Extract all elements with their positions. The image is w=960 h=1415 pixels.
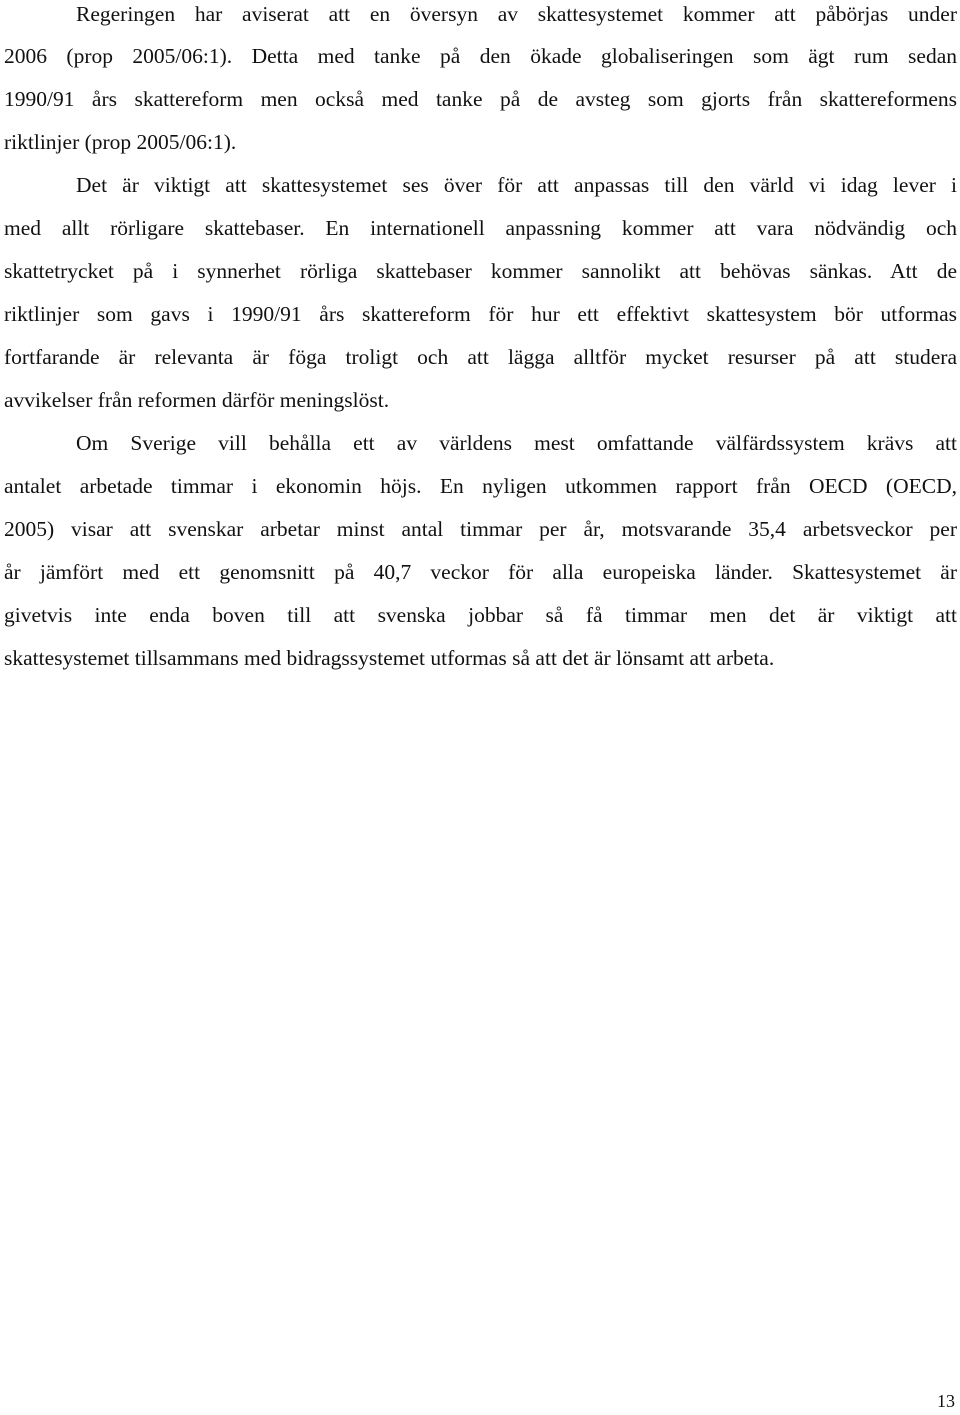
text-line: 1990/91 års skattereform men också med tanke på de avsteg som gjorts från skattereformens xyxy=(4,87,957,111)
text-line: år jämfört med ett genomsnitt på 40,7 veckor för alla europeiska länder. Skattesystemet är xyxy=(4,560,957,584)
text-line: Regeringen har aviserat att en översyn av skattesystemet kommer att påbörjas under xyxy=(76,2,957,26)
text-line: Det är viktigt att skattesystemet ses över för att anpassas till den värld vi idag lever i xyxy=(76,173,957,197)
text-line: riktlinjer (prop 2005/06:1). xyxy=(4,130,237,154)
text-line: skattesystemet tillsammans med bidragssystemet utformas så att det är lönsamt att arbeta. xyxy=(4,646,775,670)
page-number: 13 xyxy=(937,1391,955,1411)
text-line: givetvis inte enda boven till att svenska jobbar så få timmar men det är viktigt att xyxy=(4,603,957,627)
text-line: fortfarande är relevanta är föga troligt och att lägga alltför mycket resurser på att studera xyxy=(4,345,957,369)
text-line: 2006 (prop 2005/06:1). Detta med tanke på den ökade globaliseringen som ägt rum sedan xyxy=(4,44,957,68)
text-line: avvikelser från reformen därför meningslöst. xyxy=(4,388,390,412)
text-line: 2005) visar att svenskar arbetar minst antal timmar per år, motsvarande 35,4 arbetsveckor per xyxy=(4,517,957,541)
text-line: skattetrycket på i synnerhet rörliga skattebaser kommer sannolikt att behövas sänkas. Att de xyxy=(4,259,957,283)
text-line: med allt rörligare skattebaser. En internationell anpassning kommer att vara nödvändig och xyxy=(4,216,957,240)
text-line: antalet arbetade timmar i ekonomin höjs. En nyligen utkommen rapport från OECD (OECD, xyxy=(4,474,957,498)
text-line: Om Sverige vill behålla ett av världens mest omfattande välfärdssystem krävs att xyxy=(76,431,957,455)
text-line: riktlinjer som gavs i 1990/91 års skattereform för hur ett effektivt skattesystem bör utformas xyxy=(4,302,957,326)
